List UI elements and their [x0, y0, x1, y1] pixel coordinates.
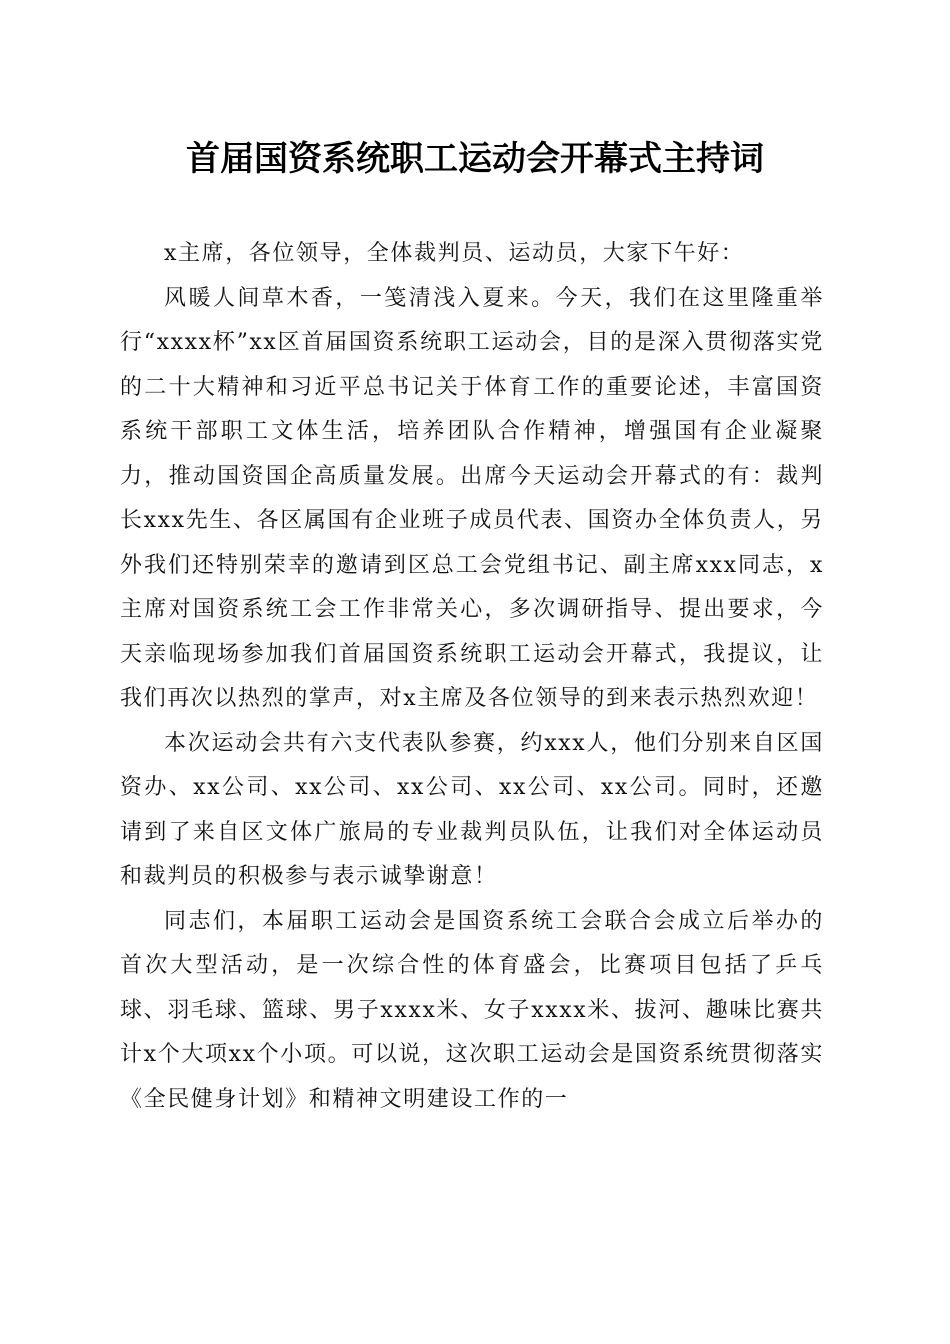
document-title: 首届国资系统职工运动会开幕式主持词 [186, 139, 764, 179]
paragraph-opening: 风暖人间草木香，一笺清浅入夏来。今天，我们在这里隆重举行“xxxx杯”xx区首届国资系统职工运动会，目的是深入贯彻落实党的二十大精神和习近平总书记关于体育工作的重要论述，丰富国资系统干部职工文体生活，培养团队合作精神，增强国有企业凝聚力，推动国资国企高质量发展。出席今天运动会开幕式的有：裁判长xxx先生、各区属国有企业班子成员代表、国资办全体负责人，另外我们还特别荣幸的邀请到区总工会党组书记、副主席xxx同志，x主席对国资系统工会工作非常关心，多次调研指导、提出要求，今天亲临现场参加我们首届国资系统职工运动会开幕式，我提议，让我们再次以热烈的掌声，对x主席及各位领导的到来表示热烈欢迎！ [120, 285, 824, 711]
paragraph-teams: 本次运动会共有六支代表队参赛，约xxx人，他们分别来自区国资办、xx公司、xx公司、xx公司、xx公司、xx公司。同时，还邀请到了来自区文体广旅局的专业裁判员队伍，让我们对全体运动员和裁判员的积极参与表示诚挚谢意！ [120, 730, 824, 889]
document-body [120, 232, 824, 1122]
paragraph-events: 同志们，本届职工运动会是国资系统工会联合会成立后举办的首次大型活动，是一次综合性的体育盛会，比赛项目包括了乒乓球、羽毛球、篮球、男子xxxx米、女子xxxx米、拔河、趣味比赛共计x个大项xx个小项。可以说，这次职工运动会是国资系统贯彻落实《全民健身计划》和精神文明建设工作的一 [120, 908, 824, 1112]
paragraph-greeting: x主席，各位领导，全体裁判员、运动员，大家下午好： [164, 241, 745, 266]
